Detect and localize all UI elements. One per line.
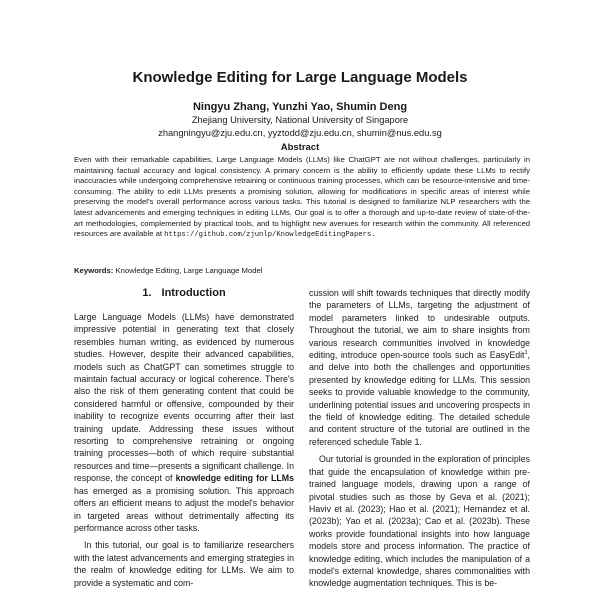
- section-title: Introduction: [161, 287, 226, 299]
- intro-paragraph-1: [74, 311, 294, 534]
- footnote-marker: 1: [524, 350, 528, 357]
- left-column: [74, 286, 294, 589]
- section-heading-introduction: [74, 286, 294, 300]
- keywords-text: Knowledge Editing, Large Language Model: [115, 266, 263, 275]
- right-p1-text-a: cussion will shift towards techniques that directly modify the parameters of LLMs, targeting the adjustment of model parameters linked to undesirable outputs. Throughout the tutorial, we aim to share insights from various research communities involved in knowledge editing, introduce open-source tools such as EasyEdit: [309, 288, 530, 361]
- intro-p1-text-a: Large Language Models (LLMs) have demonstrated impressive potential in generating text that closely resembles human writing, as evidenced by numerous studies. However, despite their advanced capabilities, models such as ChatGPT can sometimes struggle to maintain factual accuracy or logical coherence. There's also the risk of them generating content that could be considered harmful or offensive, compounded by their inability to recognize events occurring after their last training update. Addressing these issues without resorting to comprehensive retraining or ongoing training processes—both of which require substantial resources and time—presents a significant challenge. In response, the concept of: [74, 312, 294, 484]
- resources-link[interactable]: https://github.com/zjunlp/KnowledgeEditingPapers.: [164, 231, 376, 240]
- right-paragraph-2: Our tutorial is grounded in the exploration of principles that guide the encapsulation of knowledge within pre-trained language models, drawing upon a range of pivotal studies such as those by Geva et al. (2021); Haviv et al. (2023); Hao et al. (2021); Hernandez et al. (2023b); Yao et al. (2023a); Cao et al. (2023b). These works provide foundational insights into how language models store and process information. The practice of knowledge editing, which includes the manipulation of a model's external knowledge, shares commonalities with knowledge augmentation techniques. This is be-: [309, 454, 530, 589]
- paper-emails: zhangningyu@zju.edu.cn, yyztodd@zju.edu.cn, shumin@nus.edu.sg: [158, 128, 442, 138]
- intro-p1-bold: knowledge editing for LLMs: [175, 473, 294, 484]
- abstract-body: [74, 155, 530, 241]
- intro-p1-text-b: has emerged as a promising solution. This approach offers an efficient means to adjust the model's behavior in targeted areas without detrimentally affecting its performance across other tasks.: [74, 485, 294, 533]
- intro-paragraph-2: In this tutorial, our goal is to familiarize researchers with the latest advancements and emerging strategies in the realm of knowledge editing for LLMs. We aim to provide a systematic and com-: [74, 540, 294, 588]
- abstract-heading: Abstract: [280, 142, 320, 153]
- abstract-text: Even with their remarkable capabilities, Large Language Models (LLMs) like ChatGPT are not without challenges, particularly in maintaining factual accuracy and logical consistency. A primary concern is the ability to efficiently update these LLMs to rectify inaccuracies while undergoing comprehensive retraining or continuous training processes, which can be resource-intensive and time-consuming. The ability to edit LLMs presents a promising solution, allowing for modifications in specific areas of interest while preserving the model's overall performance across various tasks. This tutorial is designed to familiarize NLP researchers with the latest advancements and emerging techniques in editing LLMs. Our goal is to offer a thorough and up-to-date review of state-of-the-art methodologies, complemented by practical tools, and to highlight new avenues for research within the community. All referenced resources are available at: [74, 155, 530, 239]
- paper-title: Knowledge Editing for Large Language Models: [132, 69, 468, 86]
- paper-affiliation: Zhejiang University, National University of Singapore: [191, 115, 409, 125]
- right-column: [309, 287, 530, 590]
- paper-authors: Ningyu Zhang, Yunzhi Yao, Shumin Deng: [192, 101, 408, 113]
- keywords-label: Keywords:: [74, 266, 114, 275]
- right-paragraph-1: [309, 287, 530, 448]
- keywords: [74, 266, 530, 276]
- section-number: 1.: [142, 287, 152, 299]
- right-p1-text-b: , and delve into both the challenges and opportunities presented by knowledge editing for LLMs. This session seeks to provide valuable knowledge to the community, underlining potential issues and uncovering prospects in the field of knowledge editing. The detailed schedule and content structure of the tutorial are outlined in the referenced schedule Table 1.: [309, 350, 530, 447]
